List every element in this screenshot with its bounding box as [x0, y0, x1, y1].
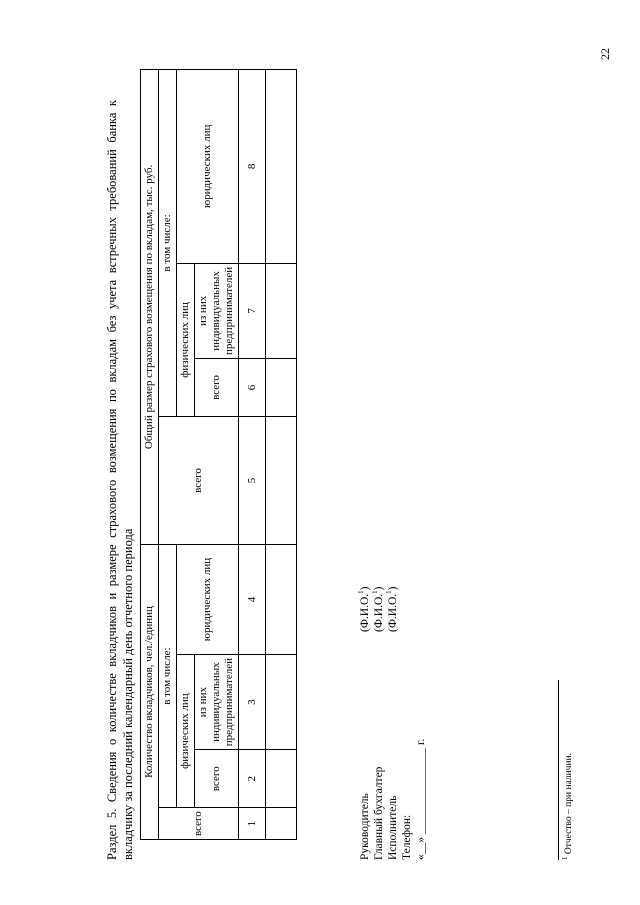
date-line: «__» _______________ г. [415, 738, 427, 860]
header-amount-total: всего [159, 417, 239, 545]
header-amount-individuals: физических лиц [177, 263, 195, 416]
header-count-individuals: физических лиц [177, 655, 195, 808]
header-count-including: в том числе: [159, 545, 177, 808]
column-number: 1 [239, 808, 266, 840]
signature-row-head [358, 587, 372, 861]
header-row-2 [159, 69, 177, 839]
column-number: 6 [239, 359, 266, 417]
signature-row-executor [386, 587, 400, 861]
footnote-divider [558, 680, 559, 860]
header-row-1 [141, 69, 159, 839]
signature-row-accountant [372, 587, 386, 861]
data-cell [266, 69, 297, 263]
header-count-legal: юридических лиц [177, 545, 239, 655]
column-number: 8 [239, 69, 266, 263]
section-title: Раздел 5. Сведения о количестве вкладчиков и размере страхового возмещения по вкладам без учета встречных требований банка к вкладчику за последний календарный день отчетного периода [105, 100, 135, 860]
column-number: 3 [239, 655, 266, 750]
report-table [140, 69, 297, 840]
role-head: Руководитель [359, 793, 371, 860]
name-placeholder: (Ф.И.О.$^1$) [357, 586, 371, 632]
footnote: $^1$ Отчество – при наличии. [560, 753, 574, 860]
header-count-entrepreneurs: из них индивидуальных предпринимателей [195, 655, 239, 750]
header-amount: Общий размер страхового возмещения по вкладам, тыс. руб. [141, 69, 159, 544]
header-amount-legal: юридических лиц [177, 69, 239, 263]
column-number-row [239, 69, 266, 839]
data-cell [266, 359, 297, 417]
signature-block [358, 587, 428, 861]
data-cell [266, 808, 297, 840]
phone-label: Телефон: [401, 814, 413, 860]
header-count-ind-total: всего [195, 750, 239, 808]
header-count: Количество вкладчиков, чел./единиц [141, 545, 159, 840]
role-executor: Исполнитель [387, 795, 399, 860]
role-chief-accountant: Главный бухгалтер [373, 766, 385, 860]
column-number: 4 [239, 545, 266, 655]
data-cell [266, 545, 297, 655]
data-cell [266, 417, 297, 545]
data-cell [266, 655, 297, 750]
data-cell [266, 263, 297, 358]
name-placeholder: (Ф.И.О.$^1$) [385, 586, 399, 632]
rotated-page-content [96, 50, 596, 880]
data-row-empty [266, 69, 297, 839]
column-number: 5 [239, 417, 266, 545]
name-placeholder: (Ф.И.О.$^1$) [371, 586, 385, 632]
header-count-total: всего [159, 808, 239, 840]
header-amount-including: в том числе: [159, 69, 177, 416]
header-amount-entrepreneurs: из них индивидуальных предпринимателей [195, 263, 239, 358]
header-amount-ind-total: всего [195, 359, 239, 417]
page-number: 22 [598, 48, 612, 60]
column-number: 2 [239, 750, 266, 808]
column-number: 7 [239, 263, 266, 358]
data-cell [266, 750, 297, 808]
